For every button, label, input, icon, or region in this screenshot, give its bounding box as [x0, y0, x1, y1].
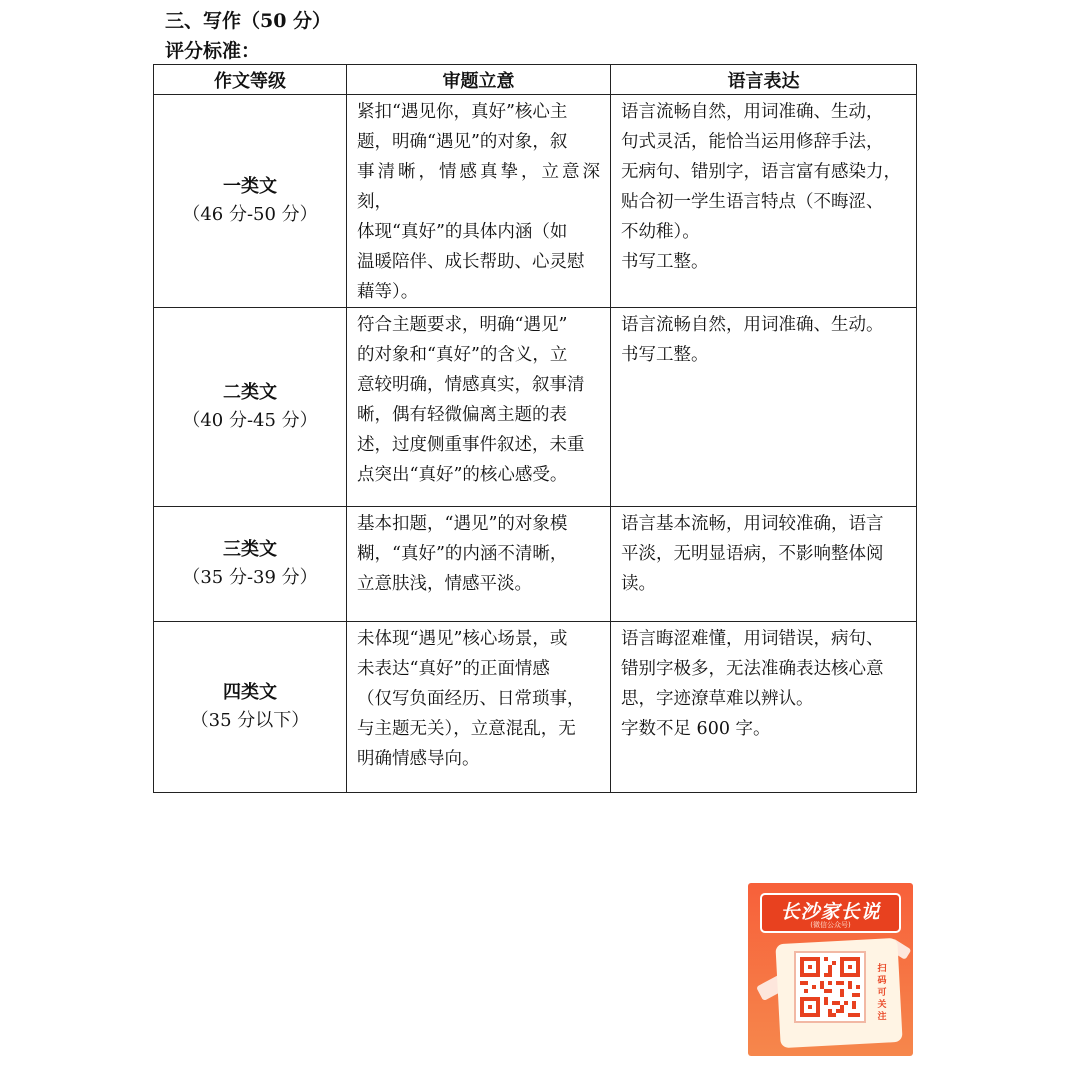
- content-cell: [347, 95, 611, 308]
- language-line: 句式灵活，能恰当运用修辞手法，: [621, 132, 884, 152]
- scan-char: 注: [877, 1012, 887, 1022]
- content-line: 的对象和“真好”的含义，立: [357, 345, 568, 365]
- grade-name: 三类文: [223, 539, 277, 560]
- scan-char: 可: [877, 988, 887, 998]
- content-cell: [347, 308, 611, 507]
- content-cell: [347, 507, 611, 622]
- promo-subtitle: (微信公众号): [810, 921, 851, 929]
- language-line: 贴合初一学生语言特点（不晦涩、: [621, 192, 884, 212]
- grade-name: 一类文: [223, 176, 277, 197]
- grade-name: 二类文: [223, 382, 277, 403]
- criteria-label: 评分标准：: [165, 40, 261, 62]
- content-line: 立意肤浅，情感平淡。: [357, 574, 532, 594]
- header-content: 审题立意: [347, 65, 611, 95]
- table-row: [154, 622, 917, 793]
- promo-card[interactable]: [748, 883, 913, 1056]
- language-line: 字数不足 600 字。: [621, 719, 771, 739]
- language-cell: [611, 622, 917, 793]
- content-line: 糊，“真好”的内涵不清晰，: [357, 544, 568, 564]
- table-header-row: [154, 65, 917, 95]
- promo-banner: [760, 893, 901, 933]
- content-line: 藉等）。: [357, 282, 419, 302]
- header-language: 语言表达: [611, 65, 917, 95]
- content-line: 基本扣题，“遇见”的对象模: [357, 514, 568, 534]
- content-line: 温暖陪伴、成长帮助、心灵慰: [357, 252, 585, 272]
- language-cell: [611, 507, 917, 622]
- content-line: 明确情感导向。: [357, 749, 480, 769]
- content-line: （仅写负面经历、日常琐事，: [357, 689, 585, 709]
- grade-range: （35 分-39 分）: [182, 567, 318, 588]
- content-line: 未表达“真好”的正面情感: [357, 659, 550, 679]
- grade-name: 四类文: [223, 682, 277, 703]
- content-line: 意较明确，情感真实，叙事清: [357, 375, 585, 395]
- content-line: 与主题无关），立意混乱，无: [357, 719, 576, 739]
- language-line: 读。: [621, 574, 656, 594]
- language-cell: [611, 95, 917, 308]
- grade-cell: [154, 308, 347, 507]
- language-cell: [611, 308, 917, 507]
- content-line: 体现“真好”的具体内涵（如: [357, 222, 568, 242]
- header-grade: 作文等级: [154, 65, 347, 95]
- grade-cell: [154, 507, 347, 622]
- language-line: 无病句、错别字，语言富有感染力，: [621, 162, 901, 182]
- content-line: 事清晰，情感真挚，立意深刻，: [357, 162, 600, 212]
- scan-to-follow-label: [872, 963, 892, 1023]
- grading-table: [153, 64, 917, 793]
- language-line: 不幼稚）。: [621, 222, 700, 242]
- content-line: 未体现“遇见”核心场景，或: [357, 629, 568, 649]
- table-row: [154, 507, 917, 622]
- language-line: 错别字极多，无法准确表达核心意: [621, 659, 884, 679]
- content-line: 述，过度侧重事件叙述，未重: [357, 435, 585, 455]
- scan-char: 码: [877, 976, 887, 986]
- content-line: 点突出“真好”的核心感受。: [357, 465, 568, 485]
- language-line: 语言晦涩难懂，用词错误，病句、: [621, 629, 884, 649]
- qr-code-graphic: [796, 953, 864, 1021]
- grade-range: （40 分-45 分）: [182, 410, 318, 431]
- grade-range: （46 分-50 分）: [182, 204, 318, 225]
- promo-title: 长沙家长说: [780, 901, 881, 923]
- scan-char: 关: [877, 1000, 887, 1010]
- table-row: [154, 308, 917, 507]
- qr-code-icon[interactable]: [794, 951, 866, 1023]
- grade-range: （35 分以下）: [190, 710, 310, 731]
- grade-cell: [154, 622, 347, 793]
- language-line: 思，字迹潦草难以辨认。: [621, 689, 814, 709]
- content-line: 晰，偶有轻微偏离主题的表: [357, 405, 567, 425]
- content-line: 紧扣“遇见你，真好”核心主: [357, 102, 568, 122]
- language-line: 语言流畅自然，用词准确、生动，: [621, 102, 884, 122]
- grade-cell: [154, 95, 347, 308]
- content-line: 题，明确“遇见”的对象，叙: [357, 132, 568, 152]
- language-line: 平淡，无明显语病，不影响整体阅: [621, 544, 884, 564]
- language-line: 语言流畅自然，用词准确、生动。: [621, 315, 884, 335]
- table-row: [154, 95, 917, 308]
- section-heading: 三、写作（50 分）: [165, 10, 332, 32]
- language-line: 书写工整。: [621, 345, 709, 365]
- scan-char: 扫: [877, 964, 887, 974]
- content-cell: [347, 622, 611, 793]
- content-line: 符合主题要求，明确“遇见”: [357, 315, 568, 335]
- language-line: 语言基本流畅，用词较准确，语言: [621, 514, 884, 534]
- language-line: 书写工整。: [621, 252, 709, 272]
